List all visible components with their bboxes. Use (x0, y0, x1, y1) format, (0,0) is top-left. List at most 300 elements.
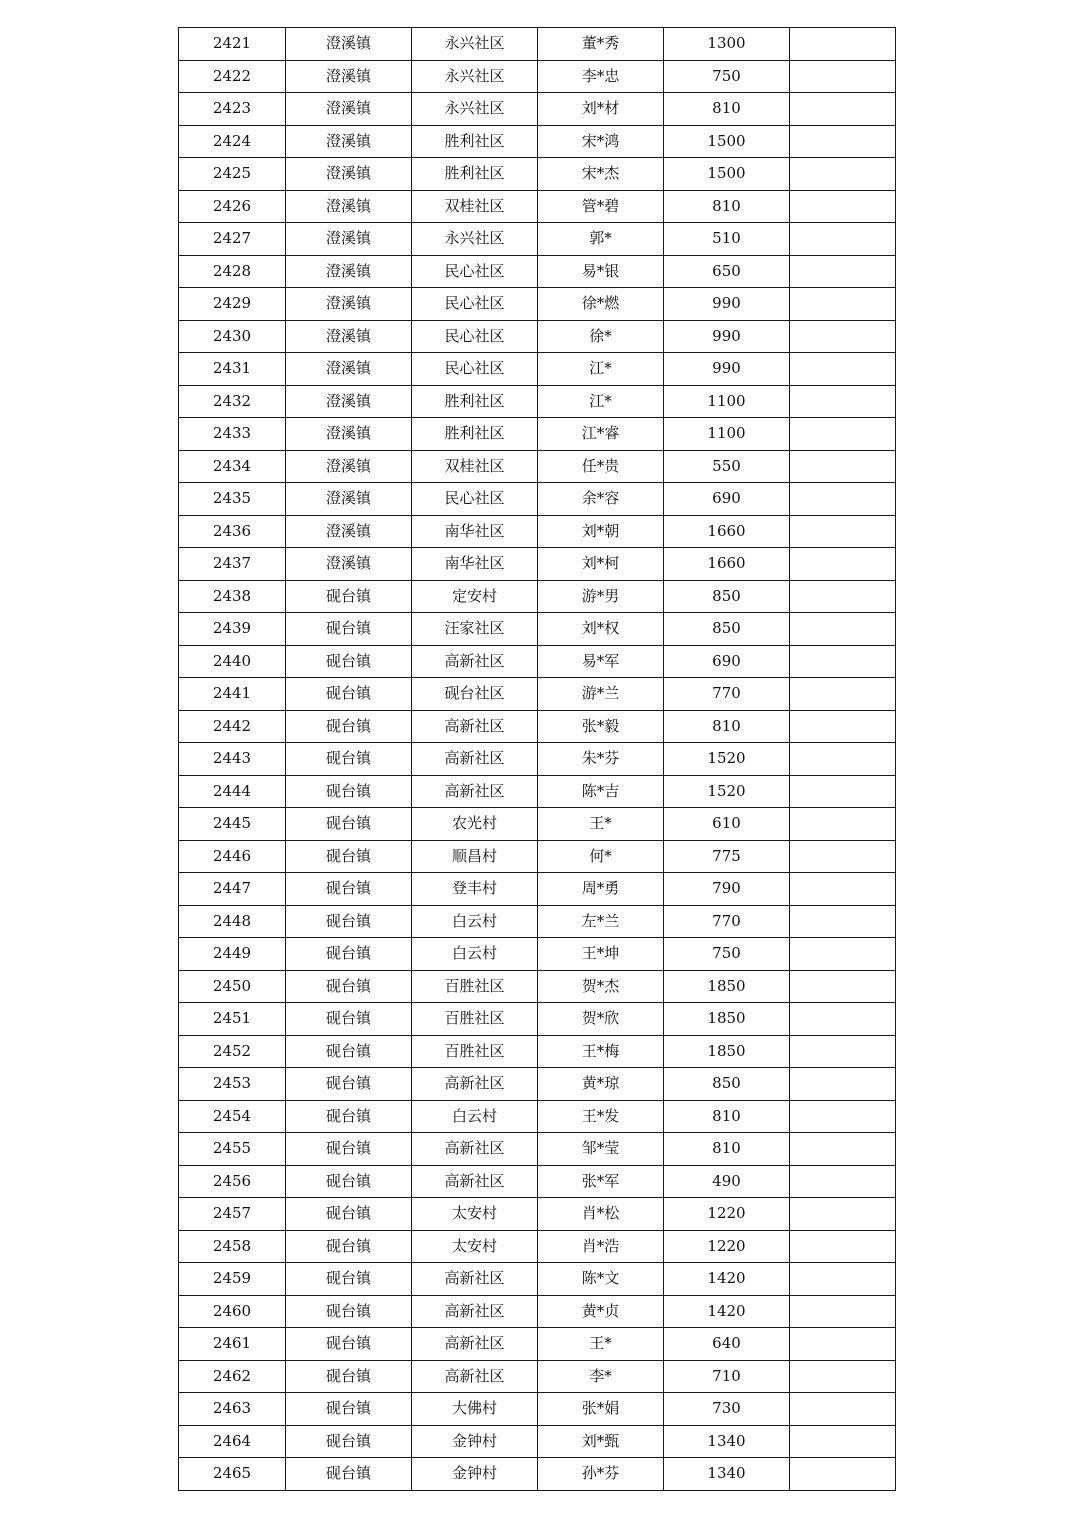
cell-note (790, 1263, 896, 1296)
cell-amount: 1520 (664, 743, 790, 776)
cell-note (790, 125, 896, 158)
cell-serial-number: 2421 (179, 28, 286, 61)
table-row (179, 1230, 896, 1263)
cell-name: 张*毅 (538, 710, 664, 743)
cell-community: 民心社区 (412, 320, 538, 353)
cell-amount: 1340 (664, 1425, 790, 1458)
cell-serial-number: 2456 (179, 1165, 286, 1198)
cell-community: 汪家社区 (412, 613, 538, 646)
cell-town: 澄溪镇 (286, 28, 412, 61)
table-row (179, 905, 896, 938)
cell-note (790, 1198, 896, 1231)
cell-amount: 1420 (664, 1295, 790, 1328)
cell-community: 高新社区 (412, 710, 538, 743)
cell-community: 南华社区 (412, 548, 538, 581)
cell-serial-number: 2433 (179, 418, 286, 451)
cell-serial-number: 2439 (179, 613, 286, 646)
cell-serial-number: 2426 (179, 190, 286, 223)
cell-serial-number: 2458 (179, 1230, 286, 1263)
cell-amount: 750 (664, 938, 790, 971)
cell-town: 砚台镇 (286, 1165, 412, 1198)
cell-name: 黄*琼 (538, 1068, 664, 1101)
roster-table-body (179, 28, 896, 1491)
cell-community: 胜利社区 (412, 385, 538, 418)
cell-note (790, 645, 896, 678)
cell-community: 顺昌村 (412, 840, 538, 873)
cell-note (790, 190, 896, 223)
cell-town: 澄溪镇 (286, 385, 412, 418)
cell-town: 砚台镇 (286, 905, 412, 938)
cell-note (790, 1165, 896, 1198)
cell-amount: 810 (664, 190, 790, 223)
cell-serial-number: 2436 (179, 515, 286, 548)
cell-community: 砚台社区 (412, 678, 538, 711)
cell-name: 江* (538, 353, 664, 386)
cell-name: 陈*吉 (538, 775, 664, 808)
cell-town: 砚台镇 (286, 1458, 412, 1491)
table-row (179, 808, 896, 841)
cell-serial-number: 2454 (179, 1100, 286, 1133)
cell-name: 董*秀 (538, 28, 664, 61)
cell-community: 高新社区 (412, 1133, 538, 1166)
cell-community: 高新社区 (412, 775, 538, 808)
cell-serial-number: 2464 (179, 1425, 286, 1458)
cell-note (790, 1425, 896, 1458)
cell-serial-number: 2455 (179, 1133, 286, 1166)
cell-community: 永兴社区 (412, 223, 538, 256)
table-row (179, 158, 896, 191)
cell-name: 肖*松 (538, 1198, 664, 1231)
cell-amount: 550 (664, 450, 790, 483)
table-row (179, 645, 896, 678)
cell-note (790, 28, 896, 61)
cell-serial-number: 2459 (179, 1263, 286, 1296)
cell-serial-number: 2447 (179, 873, 286, 906)
cell-note (790, 1360, 896, 1393)
cell-name: 任*贵 (538, 450, 664, 483)
cell-note (790, 353, 896, 386)
cell-note (790, 938, 896, 971)
cell-town: 澄溪镇 (286, 548, 412, 581)
cell-serial-number: 2434 (179, 450, 286, 483)
cell-serial-number: 2430 (179, 320, 286, 353)
table-row (179, 450, 896, 483)
cell-town: 砚台镇 (286, 743, 412, 776)
cell-town: 砚台镇 (286, 938, 412, 971)
cell-amount: 1850 (664, 970, 790, 1003)
cell-serial-number: 2451 (179, 1003, 286, 1036)
cell-town: 澄溪镇 (286, 450, 412, 483)
table-row (179, 1198, 896, 1231)
cell-community: 高新社区 (412, 1360, 538, 1393)
cell-note (790, 385, 896, 418)
cell-town: 砚台镇 (286, 645, 412, 678)
cell-amount: 1660 (664, 548, 790, 581)
cell-serial-number: 2457 (179, 1198, 286, 1231)
cell-amount: 730 (664, 1393, 790, 1426)
cell-note (790, 808, 896, 841)
cell-serial-number: 2460 (179, 1295, 286, 1328)
cell-name: 李* (538, 1360, 664, 1393)
table-row (179, 1295, 896, 1328)
table-row (179, 1328, 896, 1361)
cell-community: 白云村 (412, 938, 538, 971)
table-row (179, 1035, 896, 1068)
cell-community: 金钟村 (412, 1458, 538, 1491)
cell-amount: 850 (664, 613, 790, 646)
table-row (179, 353, 896, 386)
cell-amount: 1340 (664, 1458, 790, 1491)
cell-town: 砚台镇 (286, 1328, 412, 1361)
cell-town: 砚台镇 (286, 1295, 412, 1328)
table-row (179, 548, 896, 581)
cell-community: 太安村 (412, 1230, 538, 1263)
cell-note (790, 1458, 896, 1491)
table-row (179, 125, 896, 158)
cell-name: 刘*材 (538, 93, 664, 126)
table-row (179, 1458, 896, 1491)
cell-name: 王* (538, 1328, 664, 1361)
cell-community: 永兴社区 (412, 28, 538, 61)
table-row (179, 743, 896, 776)
cell-name: 宋*鸿 (538, 125, 664, 158)
cell-amount: 1850 (664, 1003, 790, 1036)
cell-note (790, 1035, 896, 1068)
cell-town: 澄溪镇 (286, 320, 412, 353)
cell-town: 砚台镇 (286, 613, 412, 646)
table-row (179, 255, 896, 288)
cell-town: 砚台镇 (286, 1230, 412, 1263)
cell-note (790, 743, 896, 776)
cell-community: 民心社区 (412, 353, 538, 386)
cell-note (790, 613, 896, 646)
cell-amount: 990 (664, 320, 790, 353)
cell-community: 百胜社区 (412, 1035, 538, 1068)
cell-name: 刘*甄 (538, 1425, 664, 1458)
cell-name: 游*兰 (538, 678, 664, 711)
cell-note (790, 580, 896, 613)
cell-community: 永兴社区 (412, 60, 538, 93)
cell-name: 何* (538, 840, 664, 873)
cell-serial-number: 2449 (179, 938, 286, 971)
cell-note (790, 873, 896, 906)
cell-community: 高新社区 (412, 645, 538, 678)
cell-note (790, 1230, 896, 1263)
cell-note (790, 1100, 896, 1133)
cell-amount: 770 (664, 678, 790, 711)
cell-community: 高新社区 (412, 1263, 538, 1296)
cell-note (790, 905, 896, 938)
cell-amount: 610 (664, 808, 790, 841)
table-row (179, 1360, 896, 1393)
table-row (179, 710, 896, 743)
cell-serial-number: 2423 (179, 93, 286, 126)
cell-serial-number: 2424 (179, 125, 286, 158)
cell-note (790, 1328, 896, 1361)
cell-town: 砚台镇 (286, 1360, 412, 1393)
table-row (179, 418, 896, 451)
cell-community: 大佛村 (412, 1393, 538, 1426)
cell-note (790, 970, 896, 1003)
cell-note (790, 678, 896, 711)
cell-note (790, 450, 896, 483)
table-row (179, 28, 896, 61)
cell-community: 高新社区 (412, 1165, 538, 1198)
cell-town: 澄溪镇 (286, 515, 412, 548)
cell-amount: 810 (664, 1133, 790, 1166)
cell-serial-number: 2461 (179, 1328, 286, 1361)
cell-serial-number: 2432 (179, 385, 286, 418)
cell-name: 王*发 (538, 1100, 664, 1133)
table-row (179, 515, 896, 548)
cell-name: 贺*杰 (538, 970, 664, 1003)
cell-serial-number: 2452 (179, 1035, 286, 1068)
cell-community: 白云村 (412, 905, 538, 938)
cell-community: 定安村 (412, 580, 538, 613)
cell-town: 澄溪镇 (286, 125, 412, 158)
cell-community: 白云村 (412, 1100, 538, 1133)
cell-amount: 1660 (664, 515, 790, 548)
cell-amount: 1500 (664, 158, 790, 191)
table-row (179, 320, 896, 353)
cell-name: 周*勇 (538, 873, 664, 906)
cell-note (790, 1068, 896, 1101)
cell-serial-number: 2431 (179, 353, 286, 386)
cell-community: 胜利社区 (412, 418, 538, 451)
cell-town: 砚台镇 (286, 873, 412, 906)
cell-town: 砚台镇 (286, 1133, 412, 1166)
cell-town: 砚台镇 (286, 1003, 412, 1036)
cell-name: 徐*燃 (538, 288, 664, 321)
cell-amount: 1220 (664, 1198, 790, 1231)
cell-town: 砚台镇 (286, 775, 412, 808)
cell-name: 王* (538, 808, 664, 841)
cell-community: 百胜社区 (412, 1003, 538, 1036)
table-row (179, 60, 896, 93)
cell-town: 砚台镇 (286, 678, 412, 711)
cell-serial-number: 2448 (179, 905, 286, 938)
cell-name: 朱*芬 (538, 743, 664, 776)
cell-community: 高新社区 (412, 1068, 538, 1101)
cell-serial-number: 2445 (179, 808, 286, 841)
cell-town: 澄溪镇 (286, 288, 412, 321)
cell-serial-number: 2450 (179, 970, 286, 1003)
cell-amount: 810 (664, 710, 790, 743)
table-row (179, 483, 896, 516)
cell-town: 砚台镇 (286, 808, 412, 841)
cell-town: 砚台镇 (286, 710, 412, 743)
cell-community: 高新社区 (412, 1328, 538, 1361)
cell-community: 双桂社区 (412, 190, 538, 223)
cell-note (790, 158, 896, 191)
cell-community: 双桂社区 (412, 450, 538, 483)
cell-name: 刘*朝 (538, 515, 664, 548)
cell-name: 江* (538, 385, 664, 418)
cell-town: 澄溪镇 (286, 93, 412, 126)
cell-note (790, 1003, 896, 1036)
cell-amount: 750 (664, 60, 790, 93)
cell-town: 砚台镇 (286, 1393, 412, 1426)
cell-community: 民心社区 (412, 288, 538, 321)
cell-amount: 690 (664, 483, 790, 516)
cell-amount: 510 (664, 223, 790, 256)
table-row (179, 1263, 896, 1296)
table-row (179, 775, 896, 808)
cell-name: 余*容 (538, 483, 664, 516)
cell-name: 管*碧 (538, 190, 664, 223)
cell-serial-number: 2462 (179, 1360, 286, 1393)
cell-serial-number: 2443 (179, 743, 286, 776)
cell-town: 澄溪镇 (286, 223, 412, 256)
cell-town: 砚台镇 (286, 1068, 412, 1101)
cell-note (790, 1133, 896, 1166)
cell-serial-number: 2422 (179, 60, 286, 93)
cell-name: 刘*权 (538, 613, 664, 646)
table-row (179, 970, 896, 1003)
cell-community: 登丰村 (412, 873, 538, 906)
cell-community: 高新社区 (412, 1295, 538, 1328)
cell-amount: 810 (664, 93, 790, 126)
cell-amount: 490 (664, 1165, 790, 1198)
cell-town: 砚台镇 (286, 1198, 412, 1231)
cell-serial-number: 2465 (179, 1458, 286, 1491)
cell-note (790, 483, 896, 516)
cell-amount: 690 (664, 645, 790, 678)
cell-amount: 1420 (664, 1263, 790, 1296)
cell-serial-number: 2435 (179, 483, 286, 516)
cell-serial-number: 2437 (179, 548, 286, 581)
cell-note (790, 223, 896, 256)
table-row (179, 223, 896, 256)
table-row (179, 613, 896, 646)
cell-town: 砚台镇 (286, 970, 412, 1003)
cell-amount: 775 (664, 840, 790, 873)
table-row (179, 385, 896, 418)
cell-name: 孙*芬 (538, 1458, 664, 1491)
cell-town: 砚台镇 (286, 1425, 412, 1458)
cell-amount: 640 (664, 1328, 790, 1361)
cell-community: 金钟村 (412, 1425, 538, 1458)
cell-note (790, 548, 896, 581)
cell-name: 陈*文 (538, 1263, 664, 1296)
cell-name: 郭* (538, 223, 664, 256)
cell-community: 南华社区 (412, 515, 538, 548)
cell-community: 农光村 (412, 808, 538, 841)
cell-town: 砚台镇 (286, 1035, 412, 1068)
table-row (179, 938, 896, 971)
cell-serial-number: 2444 (179, 775, 286, 808)
table-row (179, 580, 896, 613)
cell-community: 胜利社区 (412, 125, 538, 158)
cell-serial-number: 2425 (179, 158, 286, 191)
cell-serial-number: 2429 (179, 288, 286, 321)
table-row (179, 190, 896, 223)
table-row (179, 840, 896, 873)
cell-amount: 1220 (664, 1230, 790, 1263)
cell-name: 徐* (538, 320, 664, 353)
cell-town: 砚台镇 (286, 1100, 412, 1133)
table-row (179, 288, 896, 321)
cell-community: 太安村 (412, 1198, 538, 1231)
cell-community: 胜利社区 (412, 158, 538, 191)
cell-serial-number: 2441 (179, 678, 286, 711)
cell-note (790, 418, 896, 451)
cell-note (790, 320, 896, 353)
cell-amount: 1100 (664, 418, 790, 451)
cell-note (790, 288, 896, 321)
table-row (179, 1165, 896, 1198)
cell-name: 张*娟 (538, 1393, 664, 1426)
cell-note (790, 710, 896, 743)
cell-town: 澄溪镇 (286, 158, 412, 191)
cell-amount: 790 (664, 873, 790, 906)
cell-community: 民心社区 (412, 483, 538, 516)
table-row (179, 1100, 896, 1133)
table-row (179, 1425, 896, 1458)
cell-amount: 990 (664, 288, 790, 321)
cell-note (790, 840, 896, 873)
cell-name: 邹*莹 (538, 1133, 664, 1166)
cell-name: 易*银 (538, 255, 664, 288)
table-row (179, 1393, 896, 1426)
cell-note (790, 1295, 896, 1328)
cell-serial-number: 2438 (179, 580, 286, 613)
cell-amount: 850 (664, 580, 790, 613)
cell-name: 王*梅 (538, 1035, 664, 1068)
cell-community: 民心社区 (412, 255, 538, 288)
cell-amount: 810 (664, 1100, 790, 1133)
cell-note (790, 93, 896, 126)
cell-name: 游*男 (538, 580, 664, 613)
cell-serial-number: 2442 (179, 710, 286, 743)
table-row (179, 93, 896, 126)
cell-serial-number: 2446 (179, 840, 286, 873)
table-row (179, 1068, 896, 1101)
table-row (179, 678, 896, 711)
cell-town: 澄溪镇 (286, 353, 412, 386)
cell-amount: 1520 (664, 775, 790, 808)
cell-amount: 710 (664, 1360, 790, 1393)
cell-note (790, 60, 896, 93)
cell-serial-number: 2463 (179, 1393, 286, 1426)
cell-amount: 650 (664, 255, 790, 288)
cell-community: 百胜社区 (412, 970, 538, 1003)
cell-amount: 770 (664, 905, 790, 938)
cell-name: 张*军 (538, 1165, 664, 1198)
table-row (179, 1133, 896, 1166)
cell-town: 砚台镇 (286, 840, 412, 873)
cell-town: 澄溪镇 (286, 483, 412, 516)
cell-name: 贺*欣 (538, 1003, 664, 1036)
cell-name: 王*坤 (538, 938, 664, 971)
cell-town: 澄溪镇 (286, 255, 412, 288)
cell-name: 宋*杰 (538, 158, 664, 191)
table-row (179, 873, 896, 906)
cell-name: 李*忠 (538, 60, 664, 93)
cell-name: 易*军 (538, 645, 664, 678)
cell-amount: 990 (664, 353, 790, 386)
cell-amount: 1850 (664, 1035, 790, 1068)
cell-name: 江*睿 (538, 418, 664, 451)
cell-name: 刘*柯 (538, 548, 664, 581)
cell-town: 砚台镇 (286, 1263, 412, 1296)
roster-table (178, 27, 896, 1491)
cell-town: 澄溪镇 (286, 190, 412, 223)
cell-serial-number: 2440 (179, 645, 286, 678)
cell-name: 肖*浩 (538, 1230, 664, 1263)
cell-town: 澄溪镇 (286, 60, 412, 93)
cell-amount: 1500 (664, 125, 790, 158)
